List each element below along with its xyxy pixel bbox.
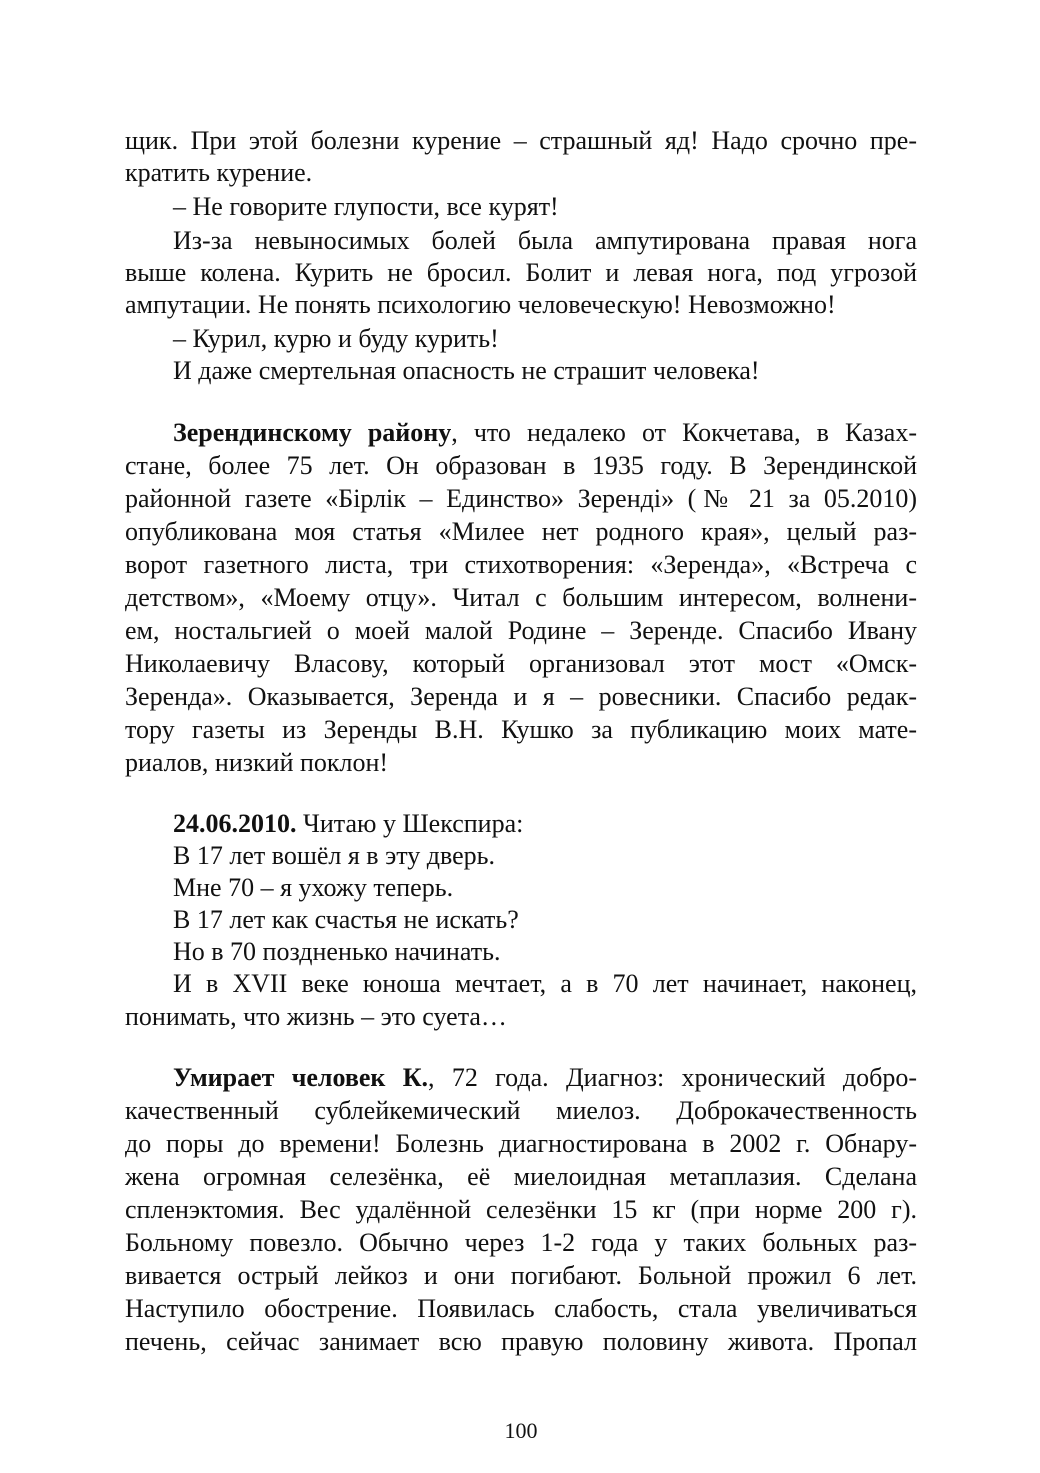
text-line: тору газеты из Зеренды В.Н. Кушко за публикацию моих мате-: [125, 715, 917, 744]
text-line: опубликована моя статья «Милее нет родного края», целый раз-: [125, 517, 917, 546]
text-span: , что недалеко от Кокчетава, в Казах-: [451, 418, 917, 447]
text-line: Больному повезло. Обычно через 1-2 года у таких больных раз-: [125, 1228, 917, 1257]
text-line: стане, более 75 лет. Он образован в 1935 году. В Зерендинской: [125, 451, 917, 480]
text-line: И даже смертельная опасность не страшит человека!: [173, 356, 760, 385]
text-line: качественный сублейкемический миелоз. Доброкачественность: [125, 1096, 917, 1125]
poem-line: В 17 лет как счастья не искать?: [173, 905, 519, 934]
text-line: Николаевичу Власову, который организовал этот мост «Омск-: [125, 649, 917, 678]
text-line: кратить курение.: [125, 158, 313, 187]
text-line: ампутации. Не понять психологию человеческую! Невозможно!: [125, 290, 836, 319]
poem-line: В 17 лет вошёл я в эту дверь.: [173, 841, 496, 870]
paragraph-lead: Зерендинскому району: [173, 418, 452, 447]
page-number: 100: [504, 1418, 538, 1443]
text-line: Наступило обострение. Появилась слабость, стала увеличиваться: [125, 1294, 917, 1323]
poem-line: Мне 70 – я ухожу теперь.: [173, 873, 454, 902]
text-line: детством», «Моему отцу». Читал с большим интересом, волнени-: [125, 583, 917, 612]
text-line: щик. При этой болезни курение – страшный яд! Надо срочно пре-: [125, 126, 917, 155]
text-line: до поры до времени! Болезнь диагностирована в 2002 г. Обнару-: [125, 1129, 917, 1158]
text-line: выше колена. Курить не бросил. Болит и левая нога, под угрозой: [125, 258, 917, 287]
text-line: [125, 1062, 917, 1094]
paragraph-lead: Умирает человек К.: [173, 1063, 429, 1092]
text-line: – Не говорите глупости, все курят!: [173, 192, 559, 221]
book-page: [125, 125, 917, 1455]
text-line: жена огромная селезёнка, её миелоидная метаплазия. Сделана: [125, 1162, 917, 1191]
poem-line: Но в 70 поздненько начинать.: [173, 937, 501, 966]
text-line: – Курил, курю и буду курить!: [173, 324, 499, 353]
text-line: [125, 417, 917, 449]
text-line: ем, ностальгией о моей малой Родине – Зеренде. Спасибо Ивану: [125, 616, 917, 645]
text-span: Читаю у Шекспира:: [296, 809, 524, 838]
text-line: ворот газетного листа, три стихотворения: «Зеренда», «Встреча с: [125, 550, 917, 579]
text-line: И в XVII веке юноша мечтает, а в 70 лет начинает, наконец,: [173, 969, 917, 998]
text-line: спленэктомия. Вес удалённой селезёнки 15 кг (при норме 200 г).: [125, 1195, 917, 1224]
text-line: [125, 808, 917, 840]
text-line: печень, сейчас занимает всю правую половину живота. Пропал: [125, 1327, 917, 1356]
text-line: Из-за невыносимых болей была ампутирована правая нога: [173, 226, 917, 255]
text-line: понимать, что жизнь – это суета…: [125, 1002, 507, 1031]
text-line: районной газете «Бірлік – Единство» Зеренді» (№ 21 за 05.2010): [125, 484, 917, 513]
paragraph-lead: 24.06.2010.: [173, 809, 297, 838]
text-span: , 72 года. Диагноз: хронический добро-: [428, 1063, 917, 1092]
text-line: вивается острый лейкоз и они погибают. Больной прожил 6 лет.: [125, 1261, 917, 1290]
text-line: риалов, низкий поклон!: [125, 748, 389, 777]
text-line: Зеренда». Оказывается, Зеренда и я – ровесники. Спасибо редак-: [125, 682, 917, 711]
